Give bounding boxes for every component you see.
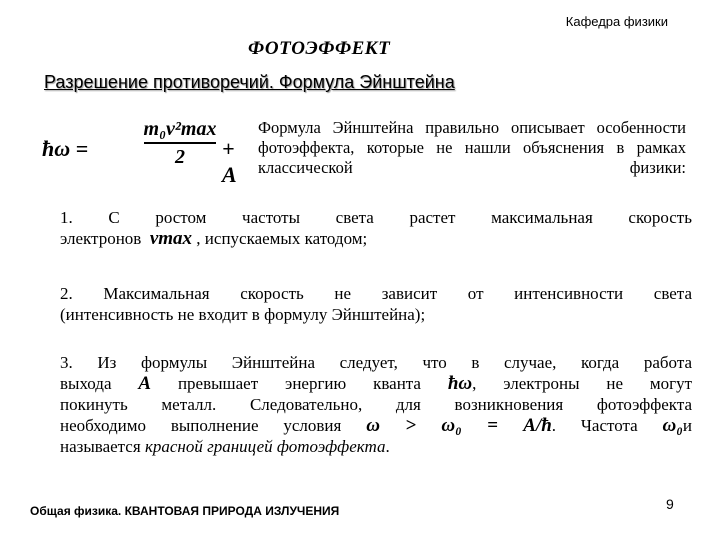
- point-3-text: называется: [60, 437, 141, 456]
- point-3-text: .: [385, 437, 390, 456]
- point-2: [60, 283, 692, 325]
- red-boundary-term: красной границей фотоэффекта: [144, 437, 386, 456]
- point-3-line-1: 3. Из формулы Эйнштейна следует, что в случае, когда работа: [60, 353, 692, 372]
- point-3-line-5: [60, 436, 692, 457]
- footer-course-title: Общая физика. КВАНТОВАЯ ПРИРОДА ИЗЛУЧЕНИЯ: [30, 504, 340, 518]
- point-3-text: необходимо выполнение условия: [60, 416, 342, 435]
- v-max-symbol: vmax: [149, 228, 193, 249]
- formula-denominator: 2: [175, 145, 185, 168]
- department-label: Кафедра физики: [565, 14, 668, 29]
- formula-fraction: [142, 118, 218, 169]
- intro-paragraph: Формула Эйнштейна правильно описывает особенности фотоэффекта, которые не нашли объяснения в рамках классической физики:: [258, 118, 686, 177]
- slide-title: ФОТОЭФФЕКТ: [248, 38, 391, 59]
- point-3-text: . Частота: [551, 416, 638, 435]
- omega-zero-symbol: ω₀: [662, 415, 683, 436]
- point-1-text-end: , испускаемых катодом;: [196, 229, 368, 248]
- slide-subtitle: Разрешение противоречий. Формула Эйнштейна: [44, 72, 455, 92]
- point-1-line-1: 1. С ростом частоты света растет максимальная скорость: [60, 208, 692, 227]
- point-1-line-2: [60, 228, 692, 249]
- point-3: [60, 352, 692, 457]
- page-number: 9: [666, 496, 674, 512]
- point-2-line-2: (интенсивность не входит в формулу Эйнштейна);: [60, 305, 426, 324]
- point-3-line-4: [60, 415, 692, 436]
- fraction-bar: [144, 142, 216, 144]
- point-3-line-2: [60, 373, 692, 394]
- point-3-text: превышает энергию кванта: [177, 374, 421, 393]
- point-3-text: и: [682, 416, 693, 435]
- red-limit-condition: ω > ω₀ = A/ħ: [366, 415, 552, 436]
- photon-energy-symbol: ħω: [447, 373, 473, 394]
- work-function-symbol: A: [138, 373, 152, 394]
- point-3-text: , электроны не могут: [472, 374, 693, 393]
- einstein-formula: [42, 118, 237, 187]
- point-1-text: электронов: [60, 229, 142, 248]
- point-1: [60, 207, 692, 249]
- point-3-line-3: покинуть металл. Следовательно, для возникновения фотоэффекта: [60, 395, 692, 414]
- formula-numerator: m₀v²max: [143, 118, 217, 140]
- point-3-text: выхода: [60, 374, 112, 393]
- formula-rhs: + A: [222, 136, 237, 187]
- formula-lhs: ħω =: [42, 136, 89, 161]
- point-2-line-1: 2. Максимальная скорость не зависит от интенсивности света: [60, 284, 692, 303]
